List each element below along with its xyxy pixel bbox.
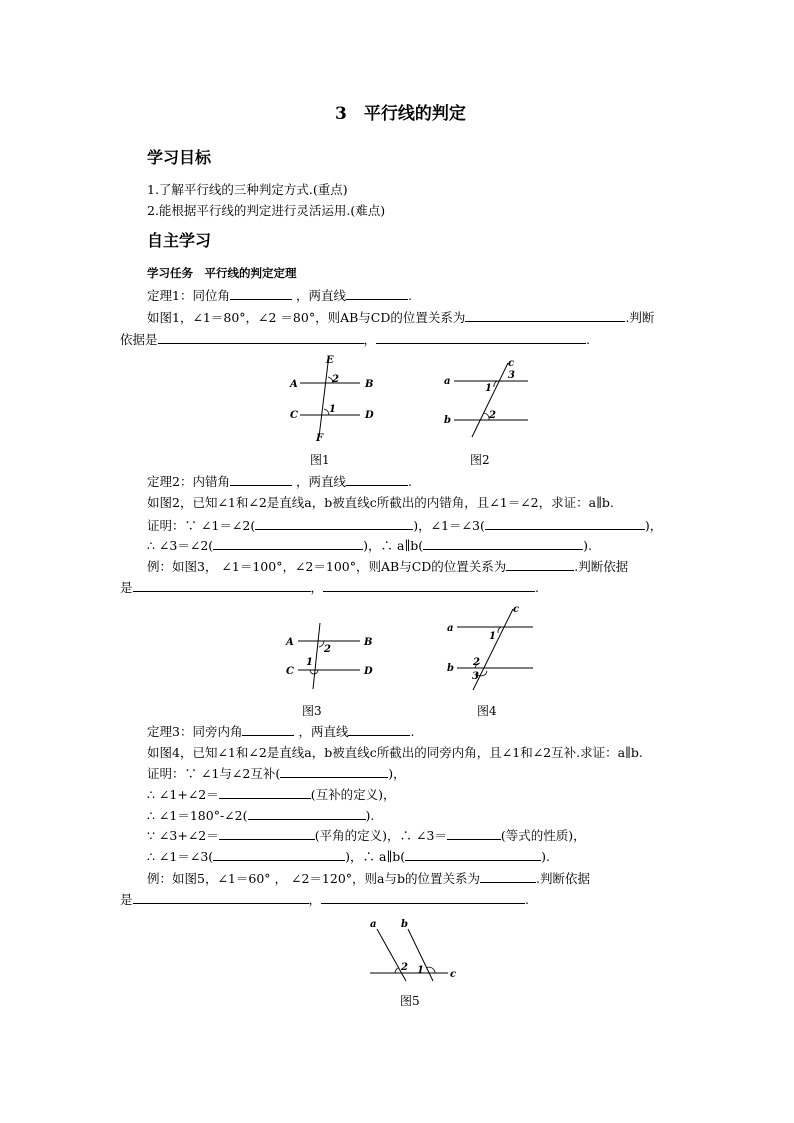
figure-4-caption: 图4 <box>477 704 497 718</box>
example-text: 是 <box>120 580 133 595</box>
answer-blank[interactable] <box>447 827 501 840</box>
label-b: b <box>401 919 408 930</box>
punct: ， <box>310 580 324 595</box>
proof-text: ∴ ∠1＝180°-∠2( <box>147 808 248 823</box>
theorem-3-given: 如图4，已知∠1和∠2是直线a，b被直线c所截出的同旁内角，且∠1和∠2互补.求证：a∥b. <box>147 745 643 760</box>
angle-label-3: 3 <box>472 671 479 682</box>
label-a: A <box>290 379 298 390</box>
self-study-heading: 自主学习 <box>147 231 212 250</box>
theorem-3-proof-2 <box>147 786 396 803</box>
angle-arc <box>395 968 398 973</box>
figure-2-caption: 图2 <box>470 453 490 467</box>
answer-blank[interactable] <box>230 287 292 300</box>
proof-text: ). <box>365 808 375 823</box>
punct: . <box>525 892 530 907</box>
theorem-3-example <box>147 870 590 887</box>
theorem-2-basis <box>120 579 539 596</box>
example-text: 依据是 <box>120 332 158 347</box>
answer-blank[interactable] <box>348 723 410 736</box>
theorem-1-example <box>147 309 654 326</box>
theorem-1-line <box>147 287 412 304</box>
figure-5-caption: 图5 <box>400 994 420 1008</box>
theorem-2-line <box>147 473 412 490</box>
label-c: C <box>286 666 294 677</box>
example-text: 是 <box>120 892 133 907</box>
figure-3-caption: 图3 <box>302 704 322 718</box>
answer-blank[interactable] <box>219 827 315 840</box>
proof-text: )， <box>388 766 406 781</box>
answer-blank[interactable] <box>346 287 408 300</box>
angle-label-1: 1 <box>329 404 336 415</box>
answer-blank[interactable] <box>423 537 583 550</box>
label-f: F <box>316 433 324 444</box>
label-c: c <box>508 358 515 369</box>
proof-text: ). <box>583 538 592 553</box>
answer-blank[interactable] <box>255 517 413 530</box>
theorem-3-proof-5 <box>147 848 550 865</box>
proof-text: ∵ ∠3+∠2＝ <box>147 828 219 843</box>
angle-arc <box>310 670 318 674</box>
answer-blank[interactable] <box>248 807 366 820</box>
example-text: 例：如图5，∠1＝60° ， ∠2＝120°，则a与b的位置关系为 <box>147 871 480 886</box>
label-b: B <box>364 637 373 648</box>
proof-text: (互补的定义)， <box>310 787 396 802</box>
answer-blank[interactable] <box>158 331 364 344</box>
figure-5 <box>360 915 470 1015</box>
angle-label-2: 2 <box>473 657 480 668</box>
theorem-2-example <box>147 558 628 575</box>
theorem-2-proof-2 <box>147 537 592 554</box>
punct: ， <box>363 332 377 347</box>
label-d: D <box>364 666 373 677</box>
proof-text: ∴ ∠1＝∠3( <box>147 849 214 864</box>
theorem-1-text: ，两直线 <box>295 288 346 303</box>
goals-heading: 学习目标 <box>147 148 212 167</box>
answer-blank[interactable] <box>405 848 541 861</box>
theorem-3-text: ，两直线 <box>298 724 349 739</box>
answer-blank[interactable] <box>242 723 294 736</box>
theorem-2-text: 定理2：内错角 <box>147 474 230 489</box>
line-c <box>473 609 513 690</box>
label-b: b <box>444 415 451 426</box>
example-text: .判断依据 <box>574 559 629 574</box>
proof-text: 证明：∵ ∠1与∠2互补( <box>147 766 281 781</box>
label-a: a <box>444 376 451 387</box>
theorem-2-given: 如图2，已知∠1和∠2是直线a，b被直线c所截出的内错角，且∠1＝∠2，求证：a∥b. <box>147 495 614 510</box>
proof-text: ∴ ∠1+∠2＝ <box>147 787 219 802</box>
theorem-2-text: ，两直线 <box>295 474 346 489</box>
punct: . <box>586 332 591 347</box>
label-c: c <box>513 604 520 615</box>
proof-text: ). <box>541 849 550 864</box>
example-text: .判断 <box>625 310 655 325</box>
label-b: B <box>365 379 374 390</box>
angle-label-2: 2 <box>489 410 496 421</box>
proof-text: (等式的性质)， <box>500 828 586 843</box>
proof-text: ∴ ∠3＝∠2( <box>147 538 214 553</box>
answer-blank[interactable] <box>280 765 388 778</box>
theorem-3-line <box>147 723 414 740</box>
theorem-3-proof-1 <box>147 765 406 782</box>
page-title: 3 平行线的判定 <box>335 104 466 124</box>
line-c <box>472 363 508 437</box>
label-e: E <box>326 355 334 366</box>
proof-text: (平角的定义)，∴ ∠3＝ <box>314 828 447 843</box>
proof-text: )，∴ a∥b( <box>363 538 424 553</box>
label-a: a <box>447 623 454 634</box>
label-c: c <box>450 969 457 980</box>
label-a: a <box>370 919 377 930</box>
answer-blank[interactable] <box>133 579 311 592</box>
angle-label-2: 2 <box>324 644 331 655</box>
example-text: .判断依据 <box>535 871 590 886</box>
proof-text: )，∴ a∥b( <box>345 849 406 864</box>
answer-blank[interactable] <box>219 786 311 799</box>
angle-label-1: 1 <box>417 965 424 976</box>
answer-blank[interactable] <box>323 579 535 592</box>
theorem-1-basis <box>120 331 590 348</box>
punct: . <box>535 580 540 595</box>
figure-1-caption: 图1 <box>310 453 330 467</box>
proof-text: )，∠1＝∠3( <box>413 518 485 533</box>
theorem-3-proof-4 <box>147 827 586 844</box>
label-d: D <box>365 410 374 421</box>
angle-label-1: 1 <box>485 383 492 394</box>
transversal <box>313 623 320 689</box>
theorem-2-proof-1 <box>147 517 662 534</box>
figure-1 <box>280 355 380 465</box>
answer-blank[interactable] <box>506 558 574 571</box>
theorem-1-text: 定理1：同位角 <box>147 288 230 303</box>
answer-blank[interactable] <box>133 891 309 904</box>
line-ef <box>319 363 328 437</box>
angle-label-1: 1 <box>489 631 496 642</box>
goal-item-1: 1.了解平行线的三种判定方式.(重点) <box>147 182 348 197</box>
label-c: C <box>290 410 298 421</box>
theorem-3-basis <box>120 891 529 908</box>
punct: ， <box>308 892 322 907</box>
goal-item-2: 2.能根据平行线的判定进行灵活运用.(难点) <box>147 203 386 218</box>
angle-arc <box>498 627 501 633</box>
figure-3 <box>280 617 380 717</box>
angle-label-2: 2 <box>401 962 408 973</box>
answer-blank[interactable] <box>346 473 408 486</box>
task-heading: 学习任务 平行线的判定定理 <box>147 266 297 280</box>
punct: . <box>407 288 412 303</box>
answer-blank[interactable] <box>376 331 586 344</box>
answer-blank[interactable] <box>213 537 363 550</box>
figure-2 <box>440 355 540 465</box>
answer-blank[interactable] <box>321 891 525 904</box>
angle-label-1: 1 <box>306 657 313 668</box>
proof-text: )， <box>644 518 663 533</box>
label-a: A <box>286 637 294 648</box>
proof-text: 证明：∵ ∠1＝∠2( <box>147 518 256 533</box>
punct: . <box>410 724 415 739</box>
answer-blank[interactable] <box>485 517 645 530</box>
example-text: 例：如图3， ∠1＝100°，∠2＝100°，则AB与CD的位置关系为 <box>147 559 507 574</box>
answer-blank[interactable] <box>230 473 292 486</box>
label-b: b <box>447 663 454 674</box>
punct: . <box>407 474 412 489</box>
angle-label-2: 2 <box>332 374 339 385</box>
figure-4 <box>445 605 545 717</box>
theorem-3-text: 定理3：同旁内角 <box>147 724 243 739</box>
answer-blank[interactable] <box>465 309 625 322</box>
theorem-3-proof-3 <box>147 807 374 824</box>
answer-blank[interactable] <box>213 848 345 861</box>
angle-label-3: 3 <box>508 370 515 381</box>
example-text: 如图1，∠1＝80°，∠2 ＝80°，则AB与CD的位置关系为 <box>147 310 466 325</box>
answer-blank[interactable] <box>480 870 536 883</box>
